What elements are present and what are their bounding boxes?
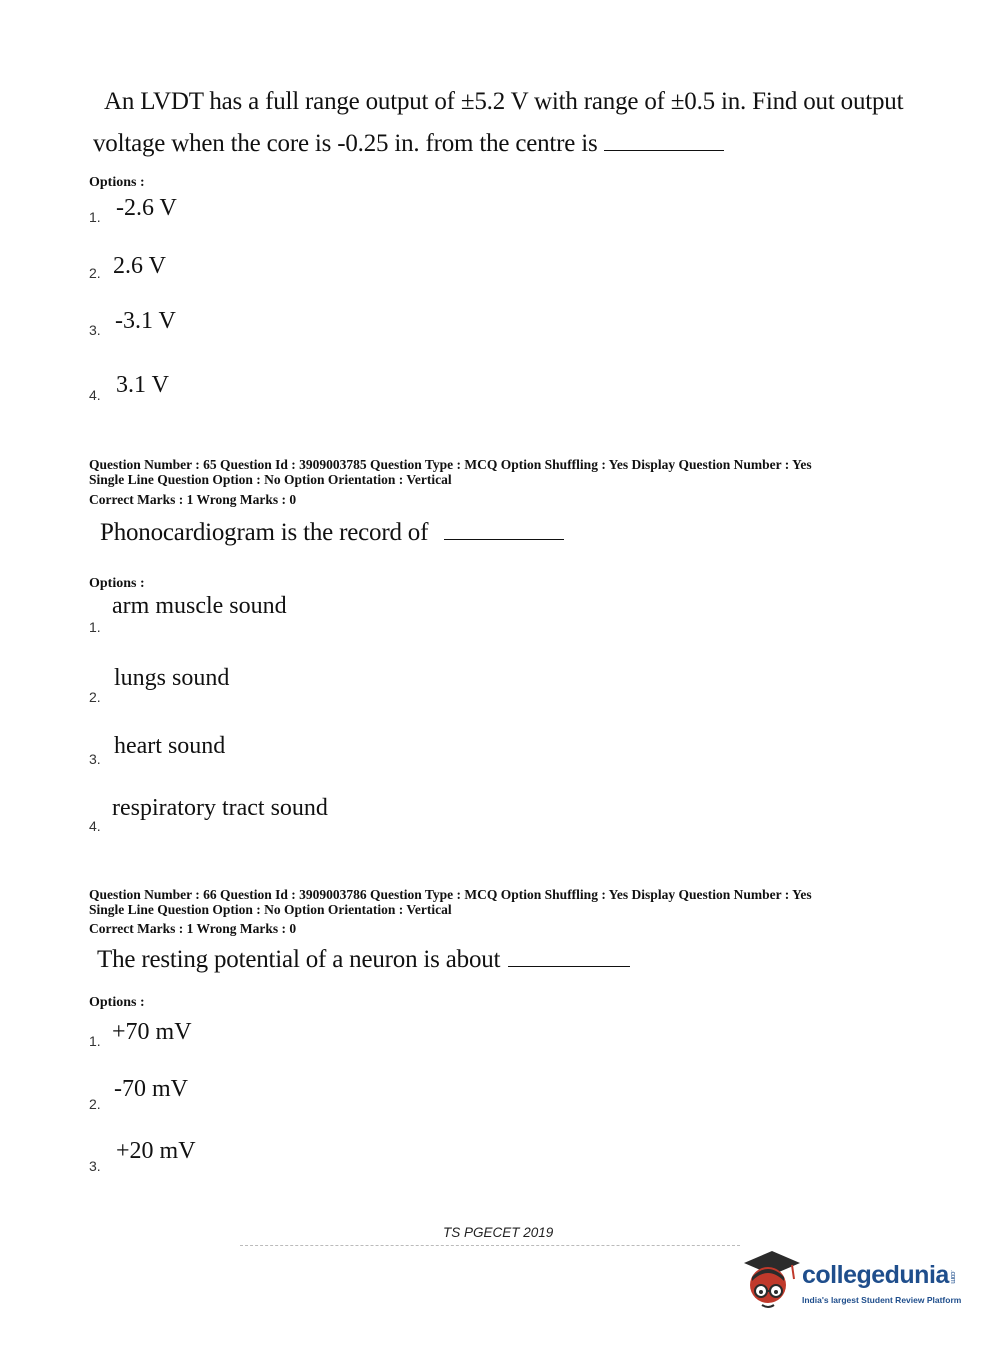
question-64-text-line1: An LVDT has a full range output of ±5.2 V with range of ±0.5 in. Find out output [104, 88, 904, 115]
answer-blank [444, 538, 564, 540]
options-label: Options : [89, 995, 145, 1010]
option-text: -3.1 V [115, 308, 176, 334]
footer-exam-name: TS PGECET 2019 [443, 1225, 554, 1240]
brand-suffix: .com [948, 1269, 956, 1283]
option-number: 3. [89, 751, 101, 767]
option-text: heart sound [114, 733, 226, 759]
answer-blank [604, 149, 724, 151]
answer-blank [508, 965, 630, 967]
option-number: 3. [89, 322, 101, 338]
question-65-marks: Correct Marks : 1 Wrong Marks : 0 [89, 492, 297, 507]
question-meta-line: Single Line Question Option : No Option Orientation : Vertical [89, 472, 452, 487]
option-text: -2.6 V [116, 195, 177, 221]
option-number: 2. [89, 689, 101, 705]
option-text: 2.6 V [113, 253, 166, 279]
question-65-text: Phonocardiogram is the record of [100, 519, 429, 546]
option-number: 3. [89, 1158, 101, 1174]
question-66-meta [89, 887, 812, 917]
question-64-text: voltage when the core is -0.25 in. from the centre is [93, 130, 598, 157]
option-text: arm muscle sound [112, 593, 287, 619]
question-66-marks: Correct Marks : 1 Wrong Marks : 0 [89, 921, 297, 936]
option-number: 2. [89, 265, 101, 281]
brand-tagline: India's largest Student Review Platform [802, 1295, 962, 1305]
footer-divider [240, 1245, 740, 1246]
graduate-mascot-icon [740, 1247, 802, 1313]
option-number: 2. [89, 1096, 101, 1112]
option-text: respiratory tract sound [112, 795, 328, 821]
option-text: +70 mV [112, 1019, 192, 1045]
option-number: 4. [89, 387, 101, 403]
question-65-meta [89, 457, 812, 487]
options-label: Options : [89, 175, 145, 190]
option-text: -70 mV [114, 1076, 188, 1102]
question-66-text-line [97, 946, 630, 974]
question-66-text: The resting potential of a neuron is about [97, 946, 501, 973]
option-number: 1. [89, 209, 101, 225]
collegedunia-logo[interactable] [740, 1247, 970, 1317]
question-meta-line: Single Line Question Option : No Option Orientation : Vertical [89, 902, 452, 917]
question-meta-line: Question Number : 65 Question Id : 3909003785 Question Type : MCQ Option Shuffling : Yes Display Question Number : Yes [89, 457, 812, 472]
option-text: 3.1 V [116, 372, 169, 398]
options-label: Options : [89, 576, 145, 591]
option-text: +20 mV [116, 1138, 196, 1164]
option-number: 4. [89, 818, 101, 834]
option-number: 1. [89, 1033, 101, 1049]
question-meta-line: Question Number : 66 Question Id : 3909003786 Question Type : MCQ Option Shuffling : Yes Display Question Number : Yes [89, 887, 812, 902]
option-text: lungs sound [114, 665, 230, 691]
brand-name: collegedunia.com [802, 1261, 956, 1289]
question-65-text-line [100, 519, 564, 547]
option-number: 1. [89, 619, 101, 635]
question-64-text-line2 [93, 130, 724, 158]
